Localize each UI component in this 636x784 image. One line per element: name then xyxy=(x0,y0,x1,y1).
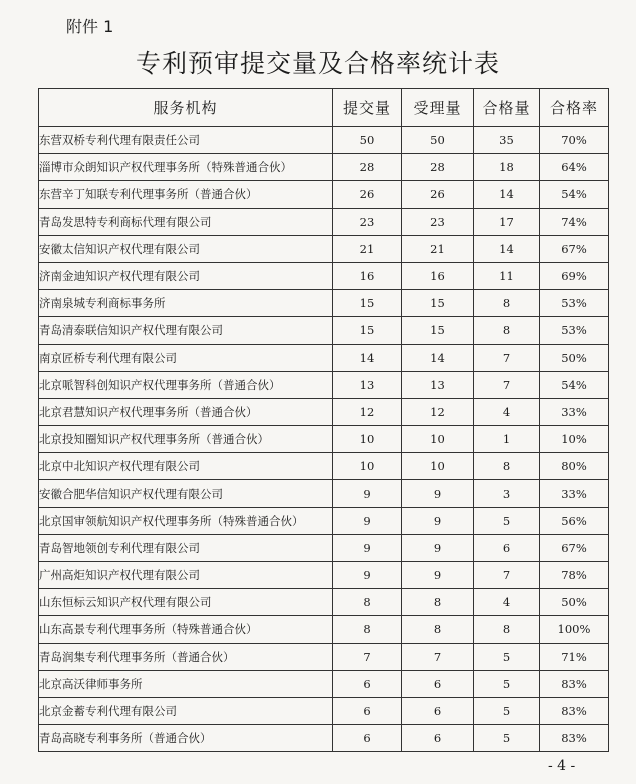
qualified-cell: 8 xyxy=(474,453,540,480)
org-name-cell: 北京高沃律师事务所 xyxy=(39,670,333,697)
qualified-cell: 8 xyxy=(474,616,540,643)
qualified-cell: 35 xyxy=(474,127,540,154)
org-name-cell: 北京金蓄专利代理有限公司 xyxy=(39,697,333,724)
accepted-cell: 6 xyxy=(402,725,474,752)
table-row xyxy=(39,371,609,398)
submitted-cell: 16 xyxy=(333,262,402,289)
rate-cell: 54% xyxy=(540,181,609,208)
qualified-cell: 3 xyxy=(474,480,540,507)
qualified-cell: 18 xyxy=(474,154,540,181)
statistics-table xyxy=(38,88,609,752)
column-header-accepted: 受理量 xyxy=(402,89,474,127)
rate-cell: 74% xyxy=(540,208,609,235)
qualified-cell: 1 xyxy=(474,426,540,453)
qualified-cell: 5 xyxy=(474,697,540,724)
org-name-cell: 青岛智地领创专利代理有限公司 xyxy=(39,534,333,561)
rate-cell: 10% xyxy=(540,426,609,453)
rate-cell: 53% xyxy=(540,290,609,317)
qualified-cell: 8 xyxy=(474,290,540,317)
org-name-cell: 济南泉城专利商标事务所 xyxy=(39,290,333,317)
table-row xyxy=(39,453,609,480)
accepted-cell: 8 xyxy=(402,589,474,616)
column-header-rate: 合格率 xyxy=(540,89,609,127)
org-name-cell: 淄博市众朗知识产权代理事务所（特殊普通合伙） xyxy=(39,154,333,181)
column-header-qualified: 合格量 xyxy=(474,89,540,127)
org-name-cell: 北京中北知识产权代理有限公司 xyxy=(39,453,333,480)
submitted-cell: 7 xyxy=(333,643,402,670)
org-name-cell: 济南金迪知识产权代理有限公司 xyxy=(39,262,333,289)
document-title: 专利预审提交量及合格率统计表 xyxy=(135,49,500,78)
submitted-cell: 8 xyxy=(333,616,402,643)
submitted-cell: 9 xyxy=(333,534,402,561)
org-name-cell: 南京匠桥专利代理有限公司 xyxy=(39,344,333,371)
rate-cell: 78% xyxy=(540,562,609,589)
accepted-cell: 13 xyxy=(402,371,474,398)
rate-cell: 100% xyxy=(540,616,609,643)
accepted-cell: 7 xyxy=(402,643,474,670)
page-number: - 4 - xyxy=(548,758,576,774)
submitted-cell: 50 xyxy=(333,127,402,154)
accepted-cell: 16 xyxy=(402,262,474,289)
table-row xyxy=(39,262,609,289)
accepted-cell: 15 xyxy=(402,290,474,317)
qualified-cell: 7 xyxy=(474,371,540,398)
table-body xyxy=(39,127,609,752)
rate-cell: 54% xyxy=(540,371,609,398)
org-name-cell: 青岛润集专利代理事务所（普通合伙） xyxy=(39,643,333,670)
qualified-cell: 4 xyxy=(474,398,540,425)
rate-cell: 64% xyxy=(540,154,609,181)
qualified-cell: 6 xyxy=(474,534,540,561)
accepted-cell: 8 xyxy=(402,616,474,643)
accepted-cell: 50 xyxy=(402,127,474,154)
rate-cell: 33% xyxy=(540,398,609,425)
org-name-cell: 北京国审领航知识产权代理事务所（特殊普通合伙） xyxy=(39,507,333,534)
accepted-cell: 23 xyxy=(402,208,474,235)
submitted-cell: 9 xyxy=(333,507,402,534)
submitted-cell: 12 xyxy=(333,398,402,425)
submitted-cell: 6 xyxy=(333,697,402,724)
qualified-cell: 5 xyxy=(474,643,540,670)
submitted-cell: 9 xyxy=(333,562,402,589)
table-row xyxy=(39,725,609,752)
table-row xyxy=(39,398,609,425)
rate-cell: 83% xyxy=(540,725,609,752)
accepted-cell: 9 xyxy=(402,534,474,561)
attachment-label: 附件 1 xyxy=(66,17,114,36)
rate-cell: 83% xyxy=(540,670,609,697)
org-name-cell: 青岛高晓专利事务所（普通合伙） xyxy=(39,725,333,752)
accepted-cell: 21 xyxy=(402,235,474,262)
qualified-cell: 11 xyxy=(474,262,540,289)
table-row xyxy=(39,235,609,262)
accepted-cell: 9 xyxy=(402,562,474,589)
qualified-cell: 8 xyxy=(474,317,540,344)
submitted-cell: 9 xyxy=(333,480,402,507)
accepted-cell: 12 xyxy=(402,398,474,425)
table-row xyxy=(39,480,609,507)
accepted-cell: 15 xyxy=(402,317,474,344)
rate-cell: 67% xyxy=(540,534,609,561)
accepted-cell: 6 xyxy=(402,670,474,697)
org-name-cell: 青岛清泰联信知识产权代理有限公司 xyxy=(39,317,333,344)
org-name-cell: 安徽太信知识产权代理有限公司 xyxy=(39,235,333,262)
rate-cell: 56% xyxy=(540,507,609,534)
qualified-cell: 14 xyxy=(474,181,540,208)
table-row xyxy=(39,507,609,534)
rate-cell: 50% xyxy=(540,344,609,371)
org-name-cell: 青岛发思特专利商标代理有限公司 xyxy=(39,208,333,235)
table-row xyxy=(39,534,609,561)
table-row xyxy=(39,643,609,670)
submitted-cell: 14 xyxy=(333,344,402,371)
submitted-cell: 23 xyxy=(333,208,402,235)
submitted-cell: 28 xyxy=(333,154,402,181)
rate-cell: 70% xyxy=(540,127,609,154)
submitted-cell: 10 xyxy=(333,453,402,480)
submitted-cell: 6 xyxy=(333,670,402,697)
table-row xyxy=(39,426,609,453)
table-row xyxy=(39,127,609,154)
rate-cell: 71% xyxy=(540,643,609,670)
qualified-cell: 4 xyxy=(474,589,540,616)
table-row xyxy=(39,181,609,208)
qualified-cell: 17 xyxy=(474,208,540,235)
table-row xyxy=(39,208,609,235)
submitted-cell: 8 xyxy=(333,589,402,616)
submitted-cell: 6 xyxy=(333,725,402,752)
table-row xyxy=(39,290,609,317)
accepted-cell: 26 xyxy=(402,181,474,208)
accepted-cell: 6 xyxy=(402,697,474,724)
qualified-cell: 7 xyxy=(474,344,540,371)
org-name-cell: 广州高炬知识产权代理有限公司 xyxy=(39,562,333,589)
submitted-cell: 10 xyxy=(333,426,402,453)
org-name-cell: 山东高景专利代理事务所（特殊普通合伙） xyxy=(39,616,333,643)
submitted-cell: 15 xyxy=(333,290,402,317)
qualified-cell: 5 xyxy=(474,507,540,534)
org-name-cell: 北京哌智科创知识产权代理事务所（普通合伙） xyxy=(39,371,333,398)
rate-cell: 33% xyxy=(540,480,609,507)
table-row xyxy=(39,154,609,181)
rate-cell: 53% xyxy=(540,317,609,344)
table-row xyxy=(39,317,609,344)
qualified-cell: 7 xyxy=(474,562,540,589)
accepted-cell: 14 xyxy=(402,344,474,371)
table-row xyxy=(39,616,609,643)
submitted-cell: 15 xyxy=(333,317,402,344)
org-name-cell: 安徽合肥华信知识产权代理有限公司 xyxy=(39,480,333,507)
table-row xyxy=(39,670,609,697)
org-name-cell: 东营双桥专利代理有限责任公司 xyxy=(39,127,333,154)
table-header-row xyxy=(39,89,609,127)
rate-cell: 80% xyxy=(540,453,609,480)
org-name-cell: 山东恒标云知识产权代理有限公司 xyxy=(39,589,333,616)
accepted-cell: 10 xyxy=(402,426,474,453)
qualified-cell: 14 xyxy=(474,235,540,262)
org-name-cell: 东营辛丁知联专利代理事务所（普通合伙） xyxy=(39,181,333,208)
accepted-cell: 28 xyxy=(402,154,474,181)
org-name-cell: 北京君慧知识产权代理事务所（普通合伙） xyxy=(39,398,333,425)
table-row xyxy=(39,589,609,616)
qualified-cell: 5 xyxy=(474,725,540,752)
table-row xyxy=(39,344,609,371)
qualified-cell: 5 xyxy=(474,670,540,697)
org-name-cell: 北京投知圈知识产权代理事务所（普通合伙） xyxy=(39,426,333,453)
table-row xyxy=(39,697,609,724)
column-header-submitted: 提交量 xyxy=(333,89,402,127)
submitted-cell: 13 xyxy=(333,371,402,398)
submitted-cell: 21 xyxy=(333,235,402,262)
accepted-cell: 10 xyxy=(402,453,474,480)
rate-cell: 67% xyxy=(540,235,609,262)
rate-cell: 50% xyxy=(540,589,609,616)
rate-cell: 69% xyxy=(540,262,609,289)
table-row xyxy=(39,562,609,589)
accepted-cell: 9 xyxy=(402,480,474,507)
submitted-cell: 26 xyxy=(333,181,402,208)
column-header-org: 服务机构 xyxy=(39,89,333,127)
accepted-cell: 9 xyxy=(402,507,474,534)
rate-cell: 83% xyxy=(540,697,609,724)
